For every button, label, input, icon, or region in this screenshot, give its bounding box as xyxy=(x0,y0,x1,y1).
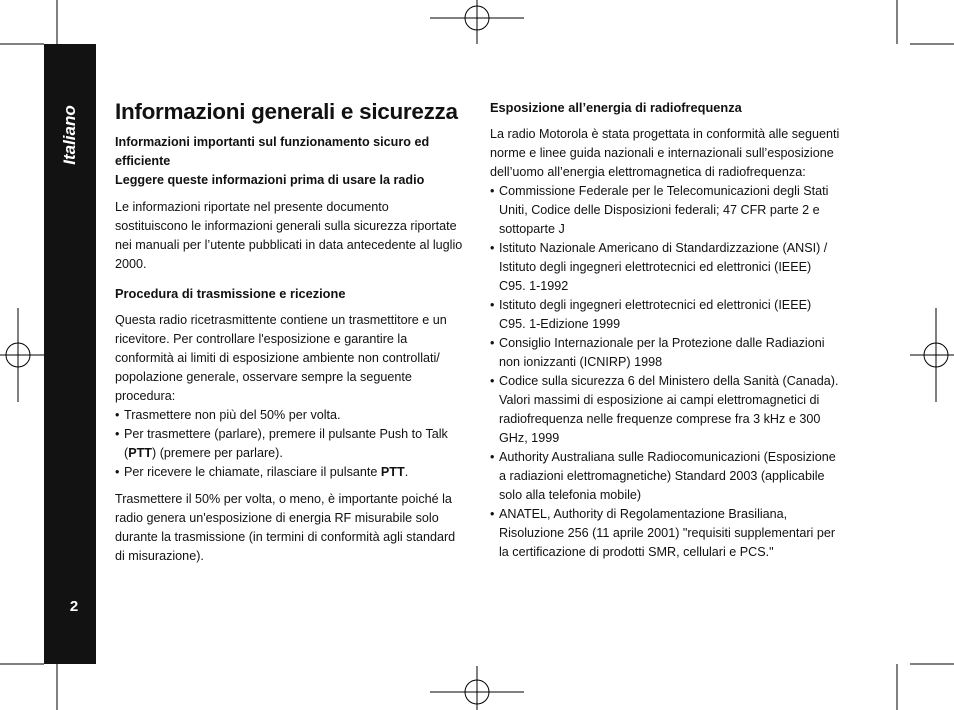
right-column xyxy=(490,98,840,562)
closing-paragraph: Trasmettere il 50% per volta, o meno, è importante poiché la radio genera un'esposizione di energia RF misurabile solo durante la trasmissione (in termini di conformità agli standard di misurazione). xyxy=(115,492,456,563)
page-number: 2 xyxy=(69,598,79,615)
list-item xyxy=(490,182,840,239)
bullet-mark: • xyxy=(490,184,495,198)
list-item-text: Codice sulla sicurezza 6 del Ministero della Sanità (Canada). Valori massimi di esposizione ai campi elettromagnetici di radiofrequenza nelle frequenze comprese fra 3 kHz e 300 GHz, 1999 xyxy=(499,374,839,445)
page-title: Informazioni generali e sicurezza xyxy=(115,99,458,124)
list-item xyxy=(490,372,840,448)
list-item xyxy=(115,425,465,463)
list-item-text: Authority Australiana sulle Radiocomunicazioni (Esposizione a radiazioni elettromagnetiche) Standard 2003 (applicabile solo alla telefonia mobile) xyxy=(499,450,836,502)
left-column xyxy=(115,98,465,566)
transmission-list xyxy=(115,406,465,482)
intro-paragraph: Le informazioni riportate nel presente documento sostituiscono le informazioni generali sulla sicurezza riportate nei manuali per l’utente pubblicati in data antecedente al luglio 2000. xyxy=(115,200,463,271)
bullet-mark: • xyxy=(115,427,120,441)
list-item-text: Per trasmettere (parlare), premere il pulsante Push to Talk ( xyxy=(124,427,448,460)
list-item-text: ANATEL, Authority di Regolamentazione Brasiliana, Risoluzione 256 (11 aprile 2001) "requisiti supplementari per la certificazione di prodotti SMR, cellulari e PCS." xyxy=(499,507,836,559)
list-item-text: ) (premere per parlare). xyxy=(152,446,283,460)
rf-intro-paragraph: La radio Motorola è stata progettata in conformità alle seguenti norme e linee guida nazionali e internazionali sull’esposizione dell’uomo all’energia elettromagnetica di radiofrequenza: xyxy=(490,127,840,179)
bullet-mark: • xyxy=(490,298,495,312)
standards-list xyxy=(490,182,840,562)
bullet-mark: • xyxy=(490,450,495,464)
language-tab xyxy=(55,100,85,170)
transmission-paragraph: Questa radio ricetrasmittente contiene un trasmettitore e un ricevitore. Per controllare l'esposizione e garantire la conformità ai limiti di esposizione ambiente non controllati/ popolazione generale, osservare sempre la seguente procedura: xyxy=(115,313,447,403)
list-item xyxy=(490,505,840,562)
subheading-safe-operation: Informazioni importanti sul funzionamento sicuro ed efficiente xyxy=(115,135,430,168)
bullet-mark: • xyxy=(490,336,495,350)
list-item xyxy=(490,448,840,505)
list-item-text: Per ricevere le chiamate, rilasciare il pulsante xyxy=(124,465,381,479)
list-item-text: . xyxy=(404,465,409,479)
ptt-label: PTT xyxy=(128,446,152,460)
language-label: Italiano xyxy=(60,105,79,165)
registration-mark-bottom xyxy=(430,666,524,710)
list-item-text: Istituto Nazionale Americano di Standardizzazione (ANSI) / Istituto degli ingegneri elettrotecnici ed elettronici (IEEE) C95. 1-1992 xyxy=(499,241,828,293)
bullet-mark: • xyxy=(490,241,495,255)
bullet-mark: • xyxy=(115,465,120,479)
list-item xyxy=(115,463,465,482)
list-item xyxy=(115,406,465,425)
registration-mark-right xyxy=(910,308,954,402)
subheading-read-first: Leggere queste informazioni prima di usare la radio xyxy=(115,173,425,187)
list-item xyxy=(490,239,840,296)
list-item xyxy=(490,334,840,372)
section-title-transmission: Procedura di trasmissione e ricezione xyxy=(115,286,346,301)
list-item-text: Trasmettere non più del 50% per volta. xyxy=(124,408,341,422)
bullet-mark: • xyxy=(115,408,120,422)
bullet-mark: • xyxy=(490,507,495,521)
list-item-text: Commissione Federale per le Telecomunicazioni degli Stati Uniti, Codice delle Disposizioni federali; 47 CFR parte 2 e sottoparte J xyxy=(499,184,829,236)
bullet-mark: • xyxy=(490,374,495,388)
section-title-rf-exposure: Esposizione all’energia di radiofrequenza xyxy=(490,100,742,115)
ptt-label: PTT xyxy=(380,465,405,479)
list-item-text: Istituto degli ingegneri elettrotecnici ed elettronici (IEEE) C95. 1-Edizione 1999 xyxy=(499,298,812,331)
registration-mark-top xyxy=(430,0,524,44)
registration-mark-left xyxy=(0,308,44,402)
list-item xyxy=(490,296,840,334)
list-item-text: Consiglio Internazionale per la Protezione dalle Radiazioni non ionizzanti (ICNIRP) 1998 xyxy=(499,336,825,369)
